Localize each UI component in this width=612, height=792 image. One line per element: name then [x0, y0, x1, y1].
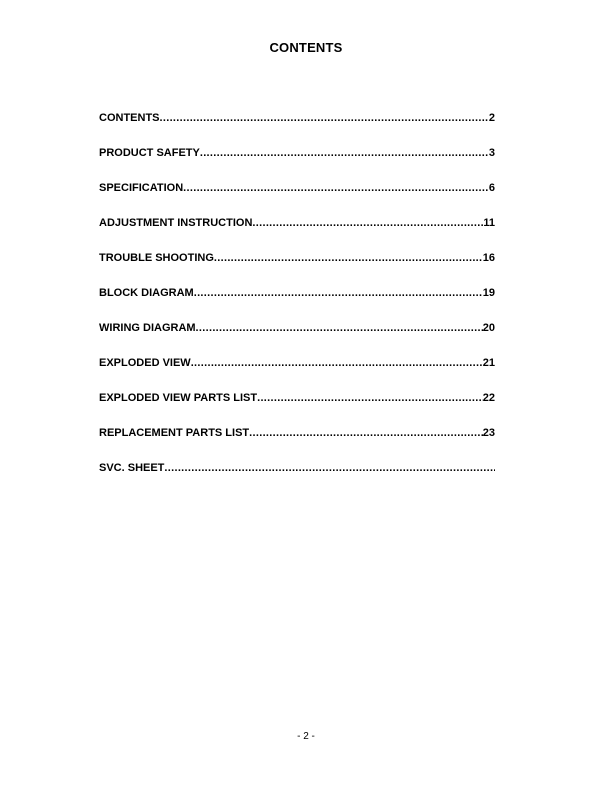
toc-entry-label: PRODUCT SAFETY: [99, 147, 200, 159]
toc-entry-adjustment-instruction[interactable]: [99, 217, 495, 252]
toc-entry-label: ADJUSTMENT INSTRUCTION: [99, 217, 253, 229]
toc-dot-leader: [160, 112, 489, 124]
toc-entry-replacement-parts-list[interactable]: [99, 427, 495, 462]
toc-dot-leader: [257, 392, 483, 404]
toc-entry-page: 6: [488, 182, 495, 194]
toc-dot-leader: [196, 322, 483, 334]
toc-entry-page: 3: [488, 147, 495, 159]
toc-entry-label: SVC. SHEET: [99, 462, 165, 474]
toc-entry-label: EXPLODED VIEW: [99, 357, 191, 369]
toc-entry-exploded-view[interactable]: [99, 357, 495, 392]
toc-entry-specification[interactable]: [99, 182, 495, 217]
toc-entry-exploded-view-parts-list[interactable]: [99, 392, 495, 427]
toc-entry-label: WIRING DIAGRAM: [99, 322, 196, 334]
toc-entry-wiring-diagram[interactable]: [99, 322, 495, 357]
toc-dot-leader: [249, 427, 483, 439]
toc-entry-label: SPECIFICATION: [99, 182, 184, 194]
toc-entry-label: BLOCK DIAGRAM: [99, 287, 194, 299]
toc-entry-label: EXPLODED VIEW PARTS LIST: [99, 392, 258, 404]
toc-entry-label: TROUBLE SHOOTING: [99, 252, 214, 264]
toc-entry-page: 20: [482, 322, 495, 334]
toc-dot-leader: [200, 147, 489, 159]
page-number: - 2 -: [297, 731, 315, 742]
table-of-contents: [99, 112, 495, 497]
toc-dot-leader: [191, 357, 483, 369]
toc-entry-svc-sheet[interactable]: [99, 462, 495, 497]
toc-dot-leader: [183, 182, 489, 194]
toc-entry-trouble-shooting[interactable]: [99, 252, 495, 287]
toc-entry-contents[interactable]: [99, 112, 495, 147]
toc-dot-leader: [194, 287, 483, 299]
toc-entry-page: 2: [488, 112, 495, 124]
toc-dot-leader: [164, 462, 495, 474]
toc-dot-leader: [252, 217, 483, 229]
toc-entry-page: 22: [482, 392, 495, 404]
toc-entry-label: REPLACEMENT PARTS LIST: [99, 427, 250, 439]
page-title: CONTENTS: [269, 40, 343, 55]
toc-entry-page: 23: [482, 427, 495, 439]
toc-entry-page: 21: [482, 357, 495, 369]
toc-entry-block-diagram[interactable]: [99, 287, 495, 322]
toc-entry-product-safety[interactable]: [99, 147, 495, 182]
toc-entry-page: 19: [482, 287, 495, 299]
toc-entry-label: CONTENTS: [99, 112, 160, 124]
toc-dot-leader: [214, 252, 483, 264]
toc-entry-page: 16: [482, 252, 495, 264]
toc-entry-page: 11: [483, 217, 495, 229]
